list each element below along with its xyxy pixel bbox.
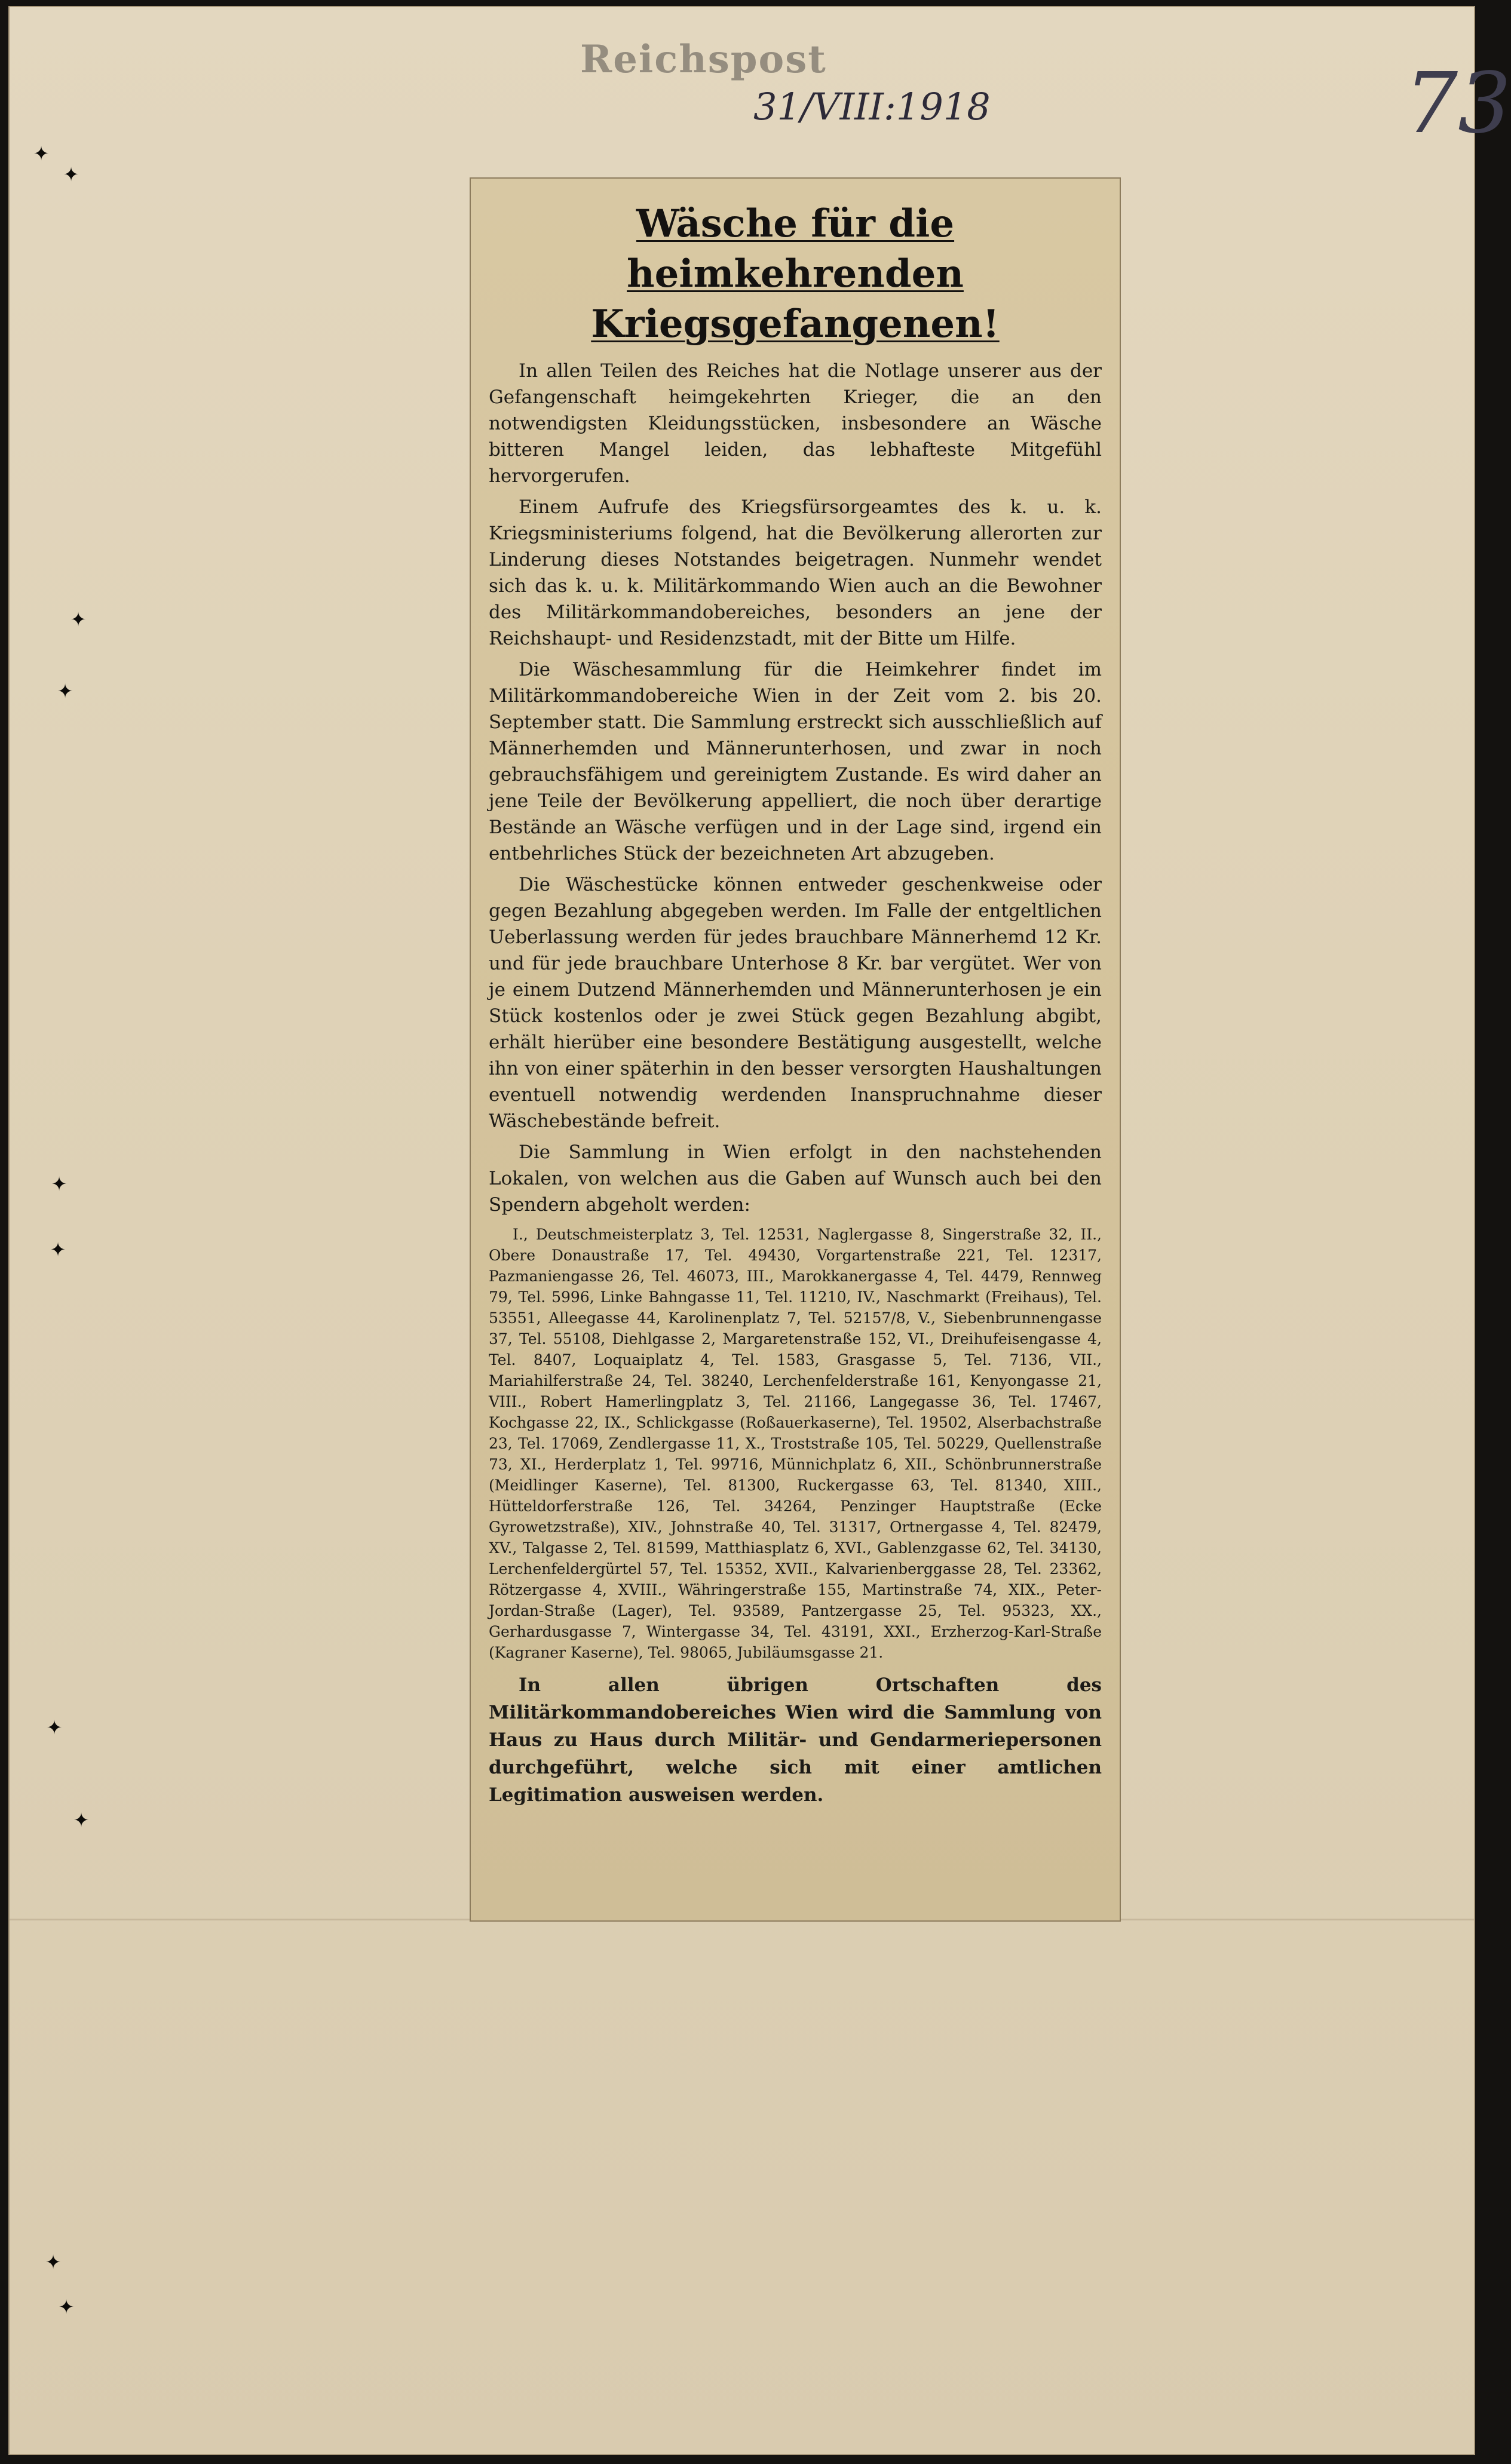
archive-sheet <box>8 6 1511 2455</box>
article-closing-paragraph: In allen übrigen Ortschaften des Militärkommandobereiches Wien wird die Sammlung von Haus zu Haus durch Militär- und Gendarmeriepersonen durchgeführt, welche sich mit einer amtlichen Legitimation ausweisen werden. <box>489 1674 1102 1806</box>
punch-hole-icon: ✦ <box>51 1173 68 1195</box>
handwritten-page-number: 73 <box>1405 55 1511 152</box>
collection-locations-list: I., Deutschmeisterplatz 3, Tel. 12531, Naglergasse 8, Singerstraße 32, II., Obere Donaustraße 17, Tel. 49430, Vorgartenstraße 221, Tel. 12317, Pazmaniengasse 26, Tel. 46073, III., Marokkanergasse 4, Tel. 4479, Rennweg 79, Tel. 5996, Linke Bahngasse 11, Tel. 11210, IV., Naschmarkt (Freihaus), Tel. 53551, Alleegasse 44, Karolinenplatz 7, Tel. 52157/8, V., Siebenbrunnengasse 37, Tel. 55108, Diehlgasse 2, Margaretenstraße 152, VI., Dreihufeisengasse 4, Tel. 8407, Loquaiplatz 4, Tel. 1583, Grasgasse 5, Tel. 7136, VII., Mariahilferstraße 24, Tel. 38240, Lerchenfelderstraße 161, Kenyongasse 21, VIII., Robert Hamerlingplatz 3, Tel. 21166, Langegasse 36, Tel. 17467, Kochgasse 22, IX., Schlickgasse (Roßauerkaserne), Tel. 19502, Alserbachstraße 23, Tel. 17069, Zendlergasse 11, X., Troststraße 105, Tel. 50229, Quellenstraße 73, XI., Herderplatz 1, Tel. 99716, Münnichplatz 6, XII., Schönbrunnerstraße (Meidlinger Kaserne), Tel. 81300, Ruckergasse 63, Tel. 81340, XIII., Hütteldorferstraße 126, Tel. 34264, Penzinger Hauptstraße (Ecke Gyrowetzstraße), XIV., Johnstraße 40, Tel. 31317, Ortnergasse 4, Tel. 82479, XV., Talgasse 2, Tel. 81599, Matthiasplatz 6, XVI., Gablenzgasse 62, Tel. 34130, Lerchenfeldergürtel 57, Tel. 15352, XVII., Kalvarienberggasse 28, Tel. 23362, Rötzergasse 4, XVIII., Währingerstraße 155, Martinstraße 74, XIX., Peter-Jordan-Straße (Lager), Tel. 93589, Pantzergasse 25, Tel. 95323, XX., Gerhardusgasse 7, Wintergasse 34, Tel. 43191, XXI., Erzherzog-Karl-Straße (Kagraner Kaserne), Tel. 98065, Jubiläumsgasse 21. <box>489 1226 1102 1661</box>
punch-hole-icon: ✦ <box>70 608 87 631</box>
punch-hole-icon: ✦ <box>50 1238 66 1261</box>
article-paragraph: Die Sammlung in Wien erfolgt in den nachstehenden Lokalen, von welchen aus die Gaben auf Wunsch auch bei den Spendern abgeholt werden: <box>489 1142 1102 1216</box>
punch-hole-icon: ✦ <box>46 1716 63 1739</box>
punch-hole-icon: ✦ <box>58 2296 75 2318</box>
publication-stamp: Reichspost <box>580 37 827 82</box>
punch-hole-icon: ✦ <box>63 163 79 186</box>
punch-hole-icon: ✦ <box>45 2251 62 2273</box>
newspaper-clipping <box>470 177 1121 1922</box>
punch-hole-icon: ✦ <box>73 1809 90 1831</box>
article-paragraph: Die Wäschestücke können entweder geschenkweise oder gegen Bezahlung abgegeben werden. Im Falle der entgeltlichen Ueberlassung werden für jedes brauchbare Männerhemd 12 Kr. und für jede brauchbare Unterhose 8 Kr. bar vergütet. Wer von je einem Dutzend Männerhemden und Männerunterhosen je ein Stück kostenlos oder je zwei Stück gegen Bezahlung abgibt, erhält hierüber eine besondere Bestätigung ausgestellt, welche ihn von einer späterhin in den besser versorgten Haushaltungen eventuell notwendig werdenden Inanspruchnahme dieser Wäschebestände befreit. <box>489 874 1102 1132</box>
handwritten-date: 31/VIII:1918 <box>753 85 991 128</box>
article-paragraph: In allen Teilen des Reiches hat die Notlage unserer aus der Gefangenschaft heimgekehrten Krieger, die an den notwendigsten Kleidungsstücken, insbesondere an Wäsche bitteren Mangel leiden, das lebhafteste Mitgefühl hervorgerufen. <box>489 360 1102 487</box>
punch-hole-icon: ✦ <box>57 680 73 702</box>
article-paragraph: Einem Aufrufe des Kriegsfürsorgeamtes des k. u. k. Kriegsministeriums folgend, hat die Bevölkerung allerorten zur Linderung dieses Notstandes beigetragen. Nunmehr wendet sich das k. u. k. Militärkommando Wien auch an die Bewohner des Militärkommandobereiches, besonders an jene der Reichshaupt- und Residenzstadt, mit der Bitte um Hilfe. <box>489 496 1102 649</box>
article-paragraph: Die Wäschesammlung für die Heimkehrer findet im Militärkommandobereiche Wien in der Zeit vom 2. bis 20. September statt. Die Sammlung erstreckt sich ausschließlich auf Männerhemden und Männerunterhosen, und zwar in noch gebrauchsfähigem und gereinigtem Zustande. Es wird daher an jene Teile der Bevölkerung appelliert, die noch über derartige Bestände an Wäsche verfügen und in der Lage sind, irgend ein entbehrliches Stück der bezeichneten Art abzugeben. <box>489 659 1102 864</box>
punch-hole-icon: ✦ <box>33 142 50 165</box>
article-headline: Wäsche für die heimkehrenden Kriegsgefangenen! <box>591 201 1000 346</box>
